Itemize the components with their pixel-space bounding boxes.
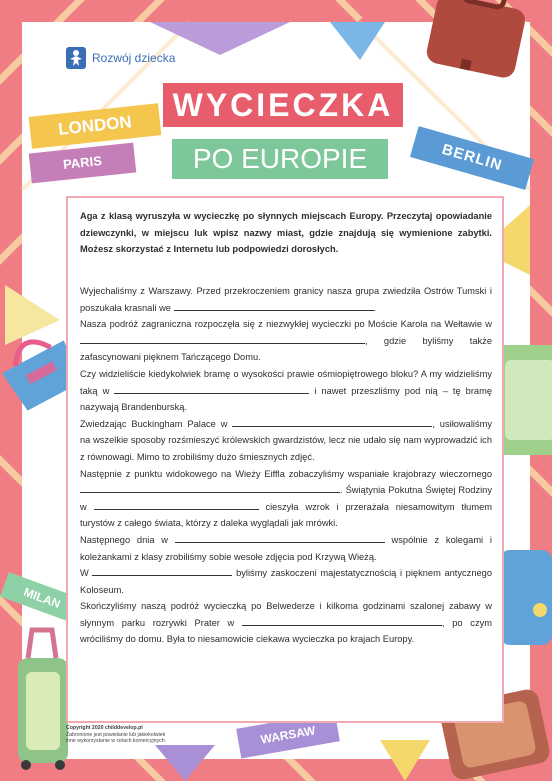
story-text-segment: , po czym wróciliśmy do domu. Była to niesamowicie ciekawa wycieczka po krajach Europy. bbox=[80, 617, 492, 645]
title-po-europie: PO EUROPIE bbox=[172, 139, 388, 179]
story-text-segment: wspólnie z kolegami i koleżankami z klasy zrobiliśmy sobie wesołe zdjęcia pod Krzywą Wieżą. bbox=[80, 534, 492, 562]
story-text-segment: Czy widzieliście kiedykolwiek bramę o wysokości prawie ośmiopiętrowego bloku? A my widzieliśmy taką w bbox=[80, 368, 492, 396]
story-text-segment: Wyjechaliśmy z Warszawy. Przed przekroczeniem granicy nasza grupa zwiedziła Ostrów Tumski i poszukała krasnali we bbox=[80, 286, 492, 313]
copyright-line: Zabronione jest powielanie lub jakiekolwiek bbox=[66, 731, 166, 738]
city-tag-warsaw-label: WARSAW bbox=[259, 723, 317, 747]
logo bbox=[66, 47, 175, 69]
story-paragraph-2 bbox=[80, 316, 492, 366]
story-text-segment: , usiłowaliśmy na wszelkie sposoby rozśmieszyć królewskich gwardzistów, lecz nie udało się nam wyprowadzić ich z równowagi. Mimo to zrobiliśmy dużo śmiesznych zdjęć. bbox=[80, 418, 492, 462]
story-paragraph-7 bbox=[80, 565, 492, 598]
story-paragraph-6 bbox=[80, 532, 492, 565]
answer-blank-5[interactable] bbox=[80, 483, 340, 493]
copyright-line: Copyright 2020 childdevelop.pl bbox=[66, 725, 143, 731]
story-paragraph-5 bbox=[80, 466, 492, 532]
story-text-segment: . Świątynia Pokutna Świętej Rodziny w bbox=[80, 485, 492, 512]
instructions: Aga z klasą wyruszyła w wycieczkę po słynnych miejscach Europy. Przeczytaj opowiadanie dziewczynki, w miejscu luk wpisz nazwy miast, gdzie znajdują się wymienione zabytki. Możesz skorzystać z Internetu lub podpowiedzi dorosłych. bbox=[80, 211, 492, 254]
story-text-segment: byliśmy zaskoczeni majestatycznością i pięknem antycznego Koloseum. bbox=[80, 568, 493, 595]
logo-text: Rozwój dziecka bbox=[92, 51, 176, 65]
answer-blank-4[interactable] bbox=[232, 417, 432, 427]
story-paragraph-8 bbox=[80, 598, 492, 648]
answer-blank-2[interactable] bbox=[80, 334, 365, 344]
story-text bbox=[80, 283, 492, 648]
answer-blank-3[interactable] bbox=[114, 384, 309, 394]
story-text-segment: . bbox=[373, 302, 377, 313]
answer-blank-9[interactable] bbox=[242, 616, 442, 626]
logo-icon bbox=[66, 47, 86, 69]
story-text-segment: Następnie z punktu widokowego na Wieży Eiffla zobaczyliśmy wspaniałe krajobrazy wieczornego bbox=[80, 468, 492, 479]
city-tag-paris-label: PARIS bbox=[62, 153, 103, 172]
story-paragraph-1 bbox=[80, 283, 492, 316]
city-tag-milan-label: MILAN bbox=[21, 584, 63, 612]
copyright-notice bbox=[66, 725, 166, 745]
story-text-segment: Zwiedzając Buckingham Palace w bbox=[80, 418, 228, 429]
city-tag-london-label: LONDON bbox=[57, 112, 133, 139]
blue-bag-icon bbox=[500, 550, 552, 645]
answer-blank-7[interactable] bbox=[175, 533, 385, 543]
story-paragraph-4 bbox=[80, 416, 492, 466]
story-text-segment: i nawet przeszliśmy pod nią – tę bramę nazywają Brandenburską. bbox=[80, 385, 492, 413]
story-text-segment: , gdzie byliśmy także zafascynowani pięknem Tańczącego Domu. bbox=[80, 335, 492, 363]
story-text-segment: Nasza podróż zagraniczna rozpoczęła się z niezwykłej wycieczki po Moście Karola na Wełtawie w bbox=[80, 319, 492, 330]
city-tag-berlin-label: BERLIN bbox=[440, 140, 505, 175]
title-wycieczka: WYCIECZKA bbox=[163, 83, 403, 127]
story-paragraph-3 bbox=[80, 366, 492, 416]
answer-blank-6[interactable] bbox=[94, 500, 259, 510]
story-text-segment: cieszyła wzrok i przerażała niesamowitym tłumem turystów z całego świata, którzy z daleka wyglądali jak mrówki. bbox=[80, 501, 492, 529]
copyright-line: inne wykorzystanie w celach komercyjnych. bbox=[66, 738, 167, 744]
story-text-segment: Skończyliśmy naszą podróż wycieczką po Belwederze i kilkoma godzinami szalonej zabawy w słynnym parku rozrywki Prater w bbox=[80, 601, 492, 628]
story-text-segment: W bbox=[80, 568, 89, 579]
answer-blank-1[interactable] bbox=[174, 301, 374, 311]
story-text-segment: Następnego dnia w bbox=[80, 534, 168, 545]
answer-blank-8[interactable] bbox=[92, 566, 232, 576]
